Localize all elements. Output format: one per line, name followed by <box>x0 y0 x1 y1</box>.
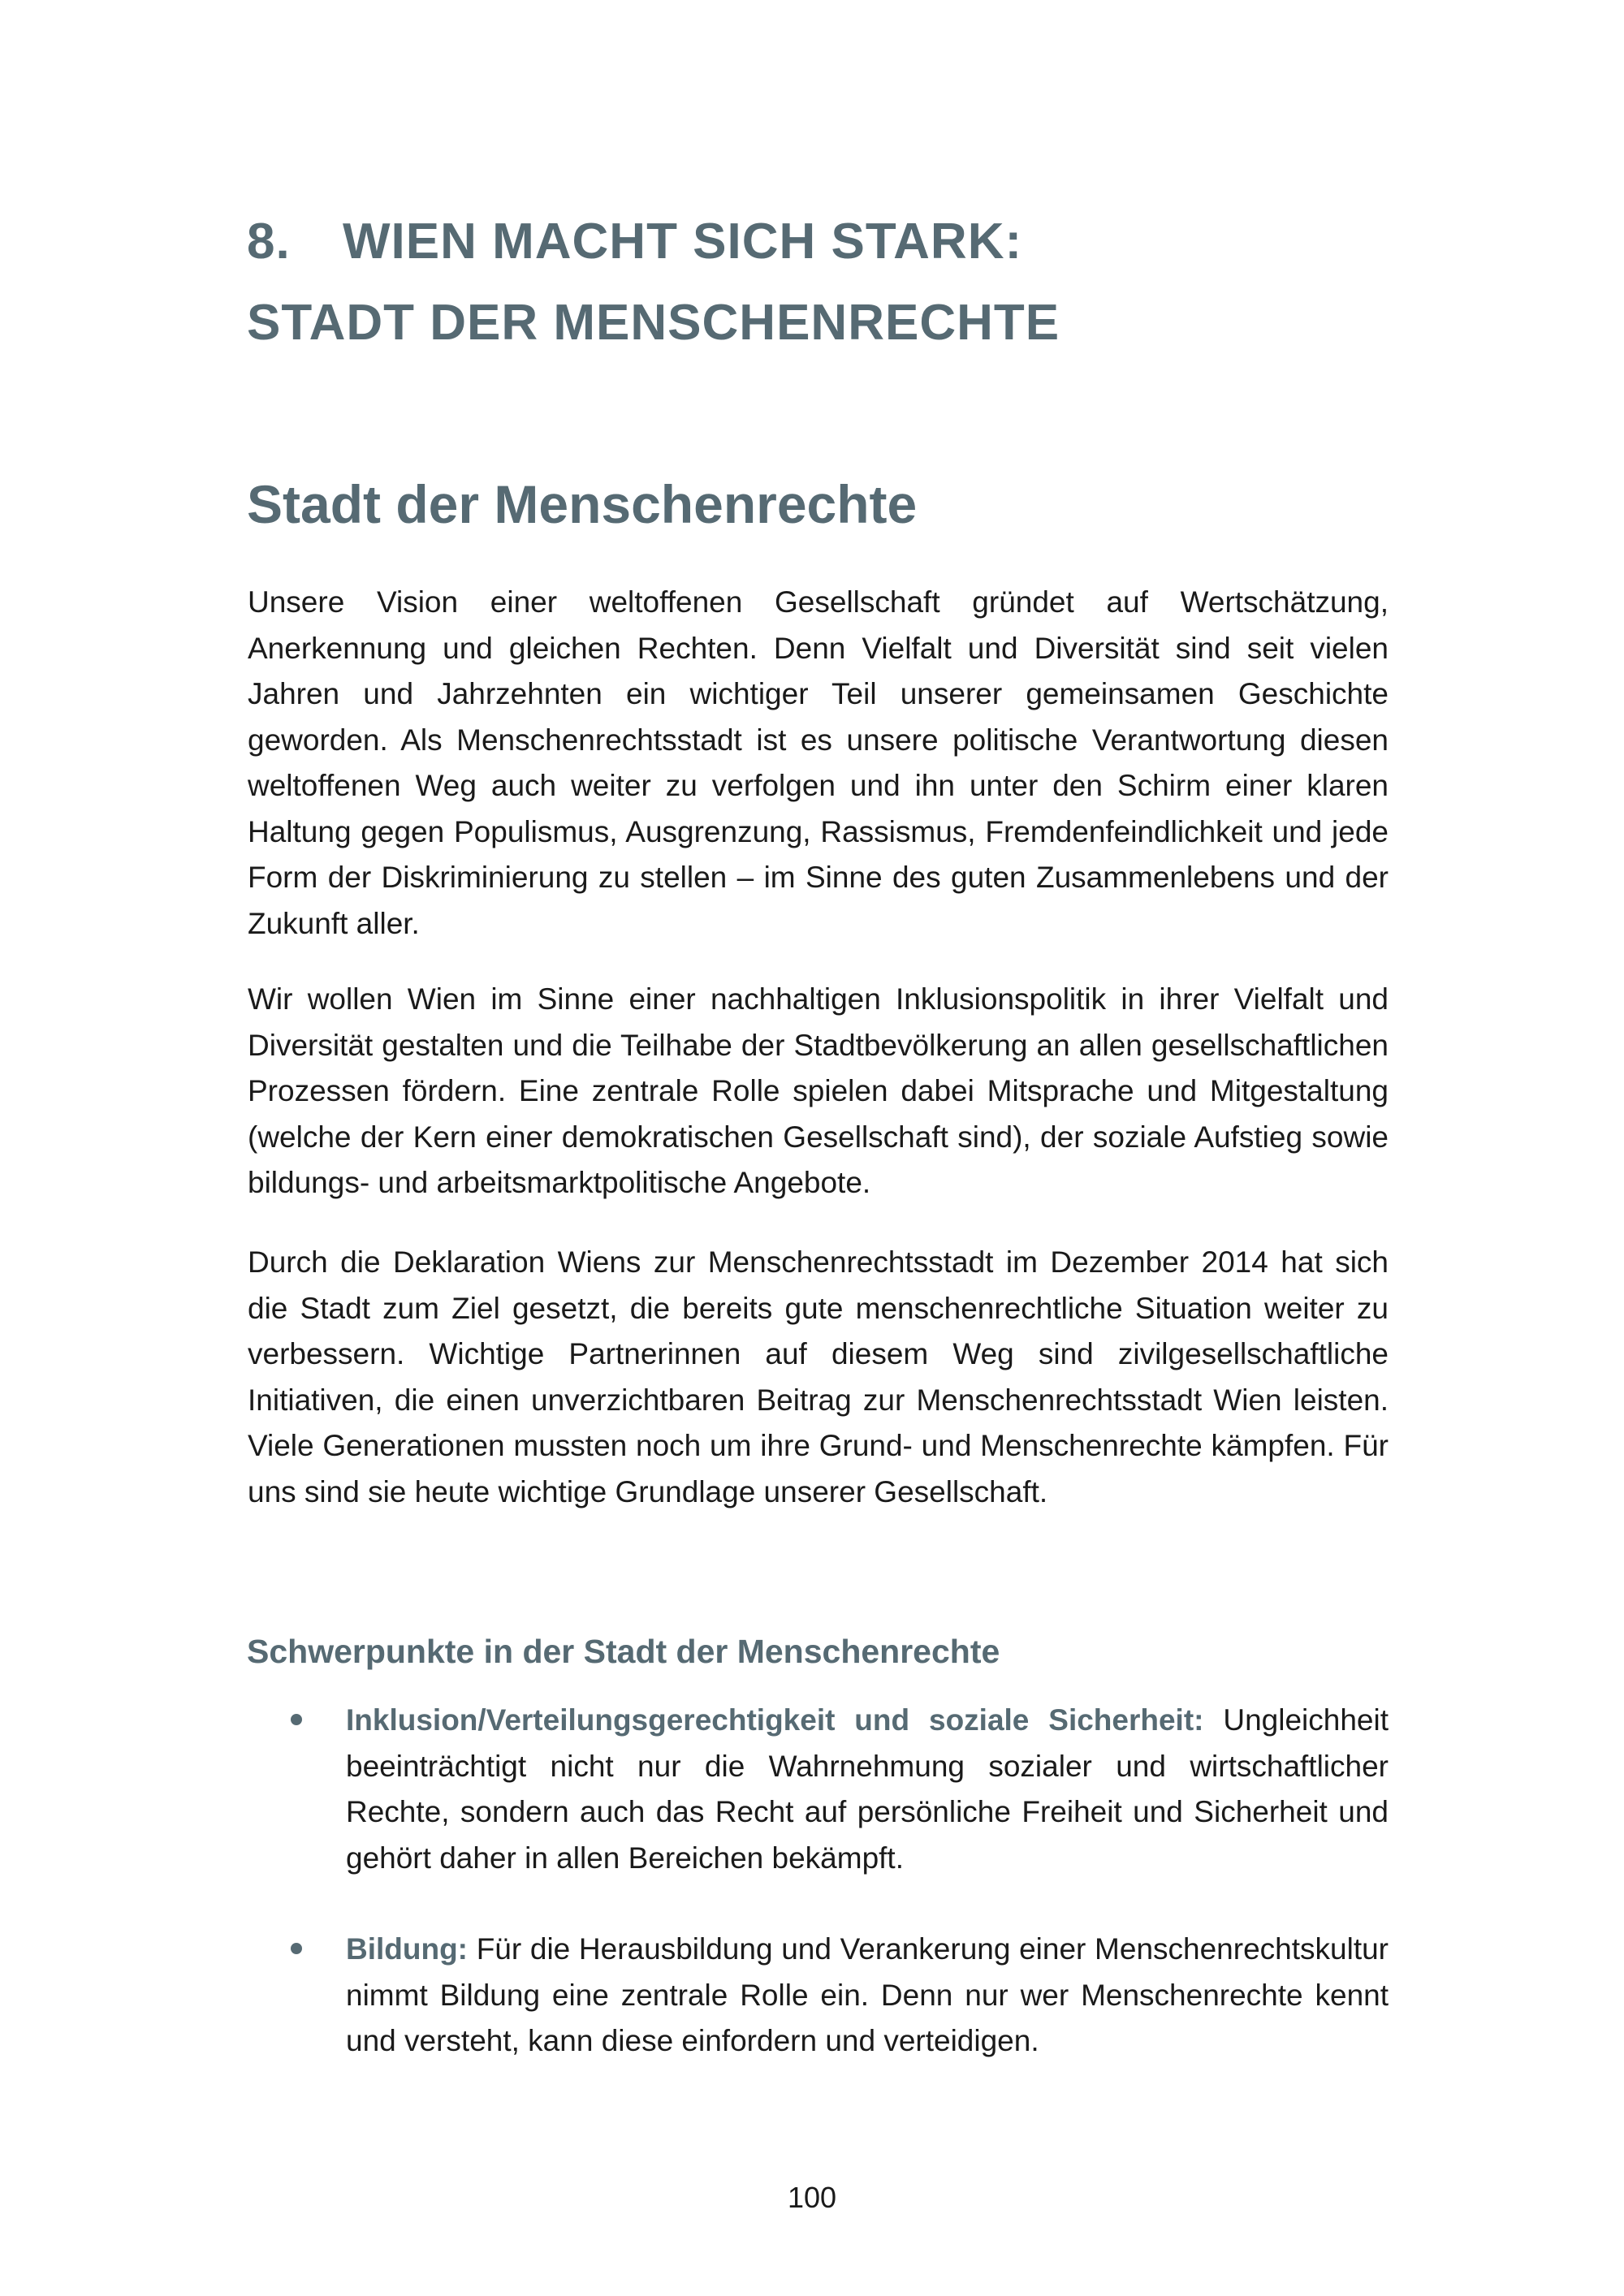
chapter-title-line-2: STADT DER MENSCHENRECHTE <box>247 295 1060 351</box>
list-item-description: Für die Herausbildung und Verankerung einer Menschenrechtskultur nimmt Bildung eine zentrale Rolle ein. Denn nur wer Menschenrechte kennt und versteht, kann diese einfordern und verteidigen. <box>346 1932 1389 2057</box>
paragraph-declaration: Durch die Deklaration Wiens zur Menschenrechtsstadt im Dezember 2014 hat sich die Stadt zum Ziel gesetzt, die bereits gute menschenrechtliche Situation weiter zu verbessern. Wichtige Partnerinnen auf diesem Weg sind zivilgesellschaftliche Initiativen, die einen unverzichtbaren Beitrag zur Menschenrechtsstadt Wien leisten. Viele Generationen mussten noch um ihre Grund- und Menschenrechte kämpfen. Für uns sind sie heute wichtige Grundlage unserer Gesellschaft. <box>248 1245 1389 1508</box>
bullet-dot-icon <box>291 1714 302 1725</box>
chapter-title <box>247 201 1400 364</box>
bullet-dot-icon <box>291 1943 302 1954</box>
list-item-text <box>346 1927 1389 2065</box>
section-title: Stadt der Menschenrechte <box>247 474 918 534</box>
subsection-title: Schwerpunkte in der Stadt der Menschenrechte <box>247 1633 1000 1670</box>
page-number: 100 <box>787 2181 837 2214</box>
list-item-term: Inklusion/Verteilungsgerechtigkeit und soziale Sicherheit: <box>346 1703 1204 1737</box>
chapter-title-text-1: WIEN MACHT SICH STARK: <box>343 214 1023 270</box>
list-item-term: Bildung: <box>346 1932 469 1966</box>
list-item-description: Ungleichheit beeinträchtigt nicht nur die Wahrnehmung sozialer und wirtschaftlicher Rechte, sondern auch das Recht auf persönliche Freiheit und Sicherheit und gehört daher in allen Bereichen bekämpft. <box>346 1703 1389 1875</box>
paragraph-vision: Unsere Vision einer weltoffenen Gesellschaft gründet auf Wertschätzung, Anerkennung und gleichen Rechten. Denn Vielfalt und Diversität sind seit vielen Jahren und Jahrzehnten ein wichtiger Teil unserer gemeinsamen Geschichte geworden. Als Menschenrechtsstadt ist es unsere politische Verantwortung diesen weltoffenen Weg auch weiter zu verfolgen und ihn unter den Schirm einer klaren Haltung gegen Populismus, Ausgrenzung, Rassismus, Fremdenfeindlichkeit und jede Form der Diskriminierung zu stellen – im Sinne des guten Zusammenlebens und der Zukunft aller. <box>248 585 1389 940</box>
chapter-title-line-1 <box>247 201 1400 283</box>
list-item-text <box>346 1698 1389 1881</box>
chapter-number: 8. <box>247 214 291 270</box>
paragraph-inclusion: Wir wollen Wien im Sinne einer nachhaltigen Inklusionspolitik in ihrer Vielfalt und Diversität gestalten und die Teilhabe der Stadtbevölkerung an allen gesellschaftlichen Prozessen fördern. Eine zentrale Rolle spielen dabei Mitsprache und Mitgestaltung (welche der Kern einer demokratischen Gesellschaft sind), der soziale Aufstieg sowie bildungs- und arbeitsmarktpolitische Angebote. <box>248 982 1389 1199</box>
